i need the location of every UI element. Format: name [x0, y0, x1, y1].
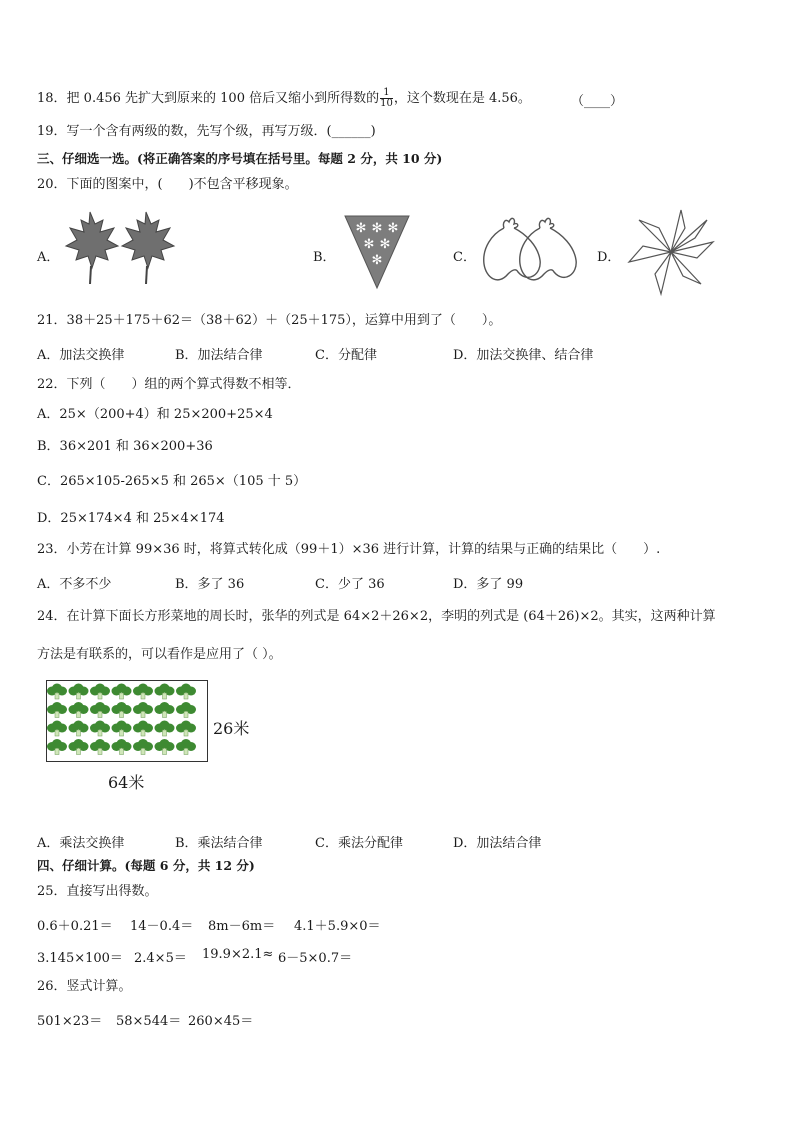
q25-item: 19.9×2.1≈ — [202, 947, 274, 962]
vegetable-icon — [112, 721, 132, 737]
q25-item: 6－5×0.7＝ — [278, 951, 353, 966]
q24-option-c[interactable]: C．乘法分配律 — [315, 836, 403, 851]
fraction-denominator: 10 — [380, 98, 393, 109]
question-23-stem: 23．小芳在计算 99×36 时，将算式转化成（99＋1）×36 进行计算，计算的结果与正确的结果比（ ）. — [37, 542, 661, 557]
q24-option-a[interactable]: A．乘法交换律 — [37, 836, 125, 851]
q23-option-c[interactable]: C．少了 36 — [315, 577, 385, 592]
vegetable-icon — [69, 721, 89, 737]
q26-item: 58×544＝ — [116, 1014, 182, 1029]
vegetable-icon — [112, 684, 132, 700]
vegetable-grid — [47, 681, 207, 761]
pinwheel-figure — [625, 206, 717, 298]
q23-option-b[interactable]: B．多了 36 — [175, 577, 245, 592]
q22-option-d[interactable]: D．25×174×4 和 25×4×174 — [37, 511, 225, 526]
vegetable-icon — [133, 721, 153, 737]
overlapping-radish-figure — [478, 212, 582, 292]
section-3-heading: 三、仔细选一选。(将正确答案的序号填在括号里。每题 2 分，共 10 分) — [37, 151, 443, 166]
q25-item: 8m－6m＝ — [208, 919, 276, 934]
q20-option-b-label[interactable]: B． — [313, 250, 336, 265]
vegetable-icon — [176, 702, 196, 718]
question-24-stem-line1: 24．在计算下面长方形菜地的周长时，张华的列式是 64×2＋26×2，李明的列式是 (64＋26)×2。其实，这两种计算 — [37, 609, 716, 624]
vegetable-icon — [90, 684, 110, 700]
q22-option-a[interactable]: A．25×（200+4）和 25×200+25×4 — [37, 407, 273, 422]
q21-option-a[interactable]: A．加法交换律 — [37, 348, 125, 363]
question-22-stem: 22．下列（ ）组的两个算式得数不相等． — [37, 377, 301, 392]
q25-item: 14－0.4＝ — [130, 919, 194, 934]
q20-option-d-label[interactable]: D． — [597, 250, 621, 265]
vegetable-icon — [47, 739, 67, 755]
snowflake-triangle-figure — [343, 214, 411, 290]
vegetable-icon — [47, 702, 67, 718]
question-25-stem: 25．直接写出得数。 — [37, 884, 158, 899]
radish-outline-icon — [484, 218, 540, 279]
vegetable-icon — [69, 702, 89, 718]
pinwheel-icon — [629, 210, 713, 294]
q25-item: 4.1＋5.9×0＝ — [294, 919, 381, 934]
q21-option-d[interactable]: D．加法交换律、结合律 — [453, 348, 594, 363]
vegetable-icon — [155, 739, 175, 755]
vegetable-icon — [69, 739, 89, 755]
vegetable-icon — [176, 721, 196, 737]
q23-option-a[interactable]: A．不多不少 — [37, 577, 112, 592]
q18-text-tail: ，这个数现在是 4.56。 — [393, 91, 531, 106]
q20-option-c-label[interactable]: C． — [453, 250, 476, 265]
q21-option-b[interactable]: B．加法结合律 — [175, 348, 263, 363]
snowflake-icon: ✻ — [363, 237, 375, 252]
q26-item: 260×45＝ — [188, 1014, 254, 1029]
vegetable-icon — [47, 684, 67, 700]
question-19: 19．写一个含有两级的数，先写个级，再写万级．(______) — [37, 124, 376, 139]
vegetable-icon — [155, 721, 175, 737]
q20-option-a-label[interactable]: A． — [37, 250, 60, 265]
snowflake-icon: ✻ — [355, 221, 367, 236]
vegetable-icon — [133, 702, 153, 718]
field-length-label: 64米 — [108, 773, 145, 792]
question-24-stem-line2: 方法是有联系的，可以看作是应用了（ ）。 — [37, 647, 282, 662]
vegetable-icon — [176, 684, 196, 700]
vegetable-icon — [155, 702, 175, 718]
vegetable-icon — [90, 702, 110, 718]
maple-leaf-icon — [122, 212, 174, 284]
field-width-label: 26米 — [213, 719, 250, 738]
fraction-numerator: 1 — [380, 88, 393, 99]
q25-item: 0.6＋0.21＝ — [37, 919, 113, 934]
vegetable-icon — [133, 739, 153, 755]
snowflake-icon: ✻ — [379, 237, 391, 252]
vegetable-field-rectangle — [46, 680, 208, 762]
maple-leaf-icon — [66, 212, 118, 284]
snowflake-icon: ✻ — [371, 253, 383, 268]
snowflake-icon: ✻ — [371, 221, 383, 236]
q23-option-d[interactable]: D．多了 99 — [453, 577, 524, 592]
vegetable-icon — [133, 684, 153, 700]
maple-leaves-figure — [60, 208, 180, 288]
q22-option-b[interactable]: B．36×201 和 36×200+36 — [37, 439, 213, 454]
question-21-stem: 21．38＋25＋175＋62＝（38＋62）＋（25＋175），运算中用到了（ ）。 — [37, 313, 502, 328]
question-18 — [37, 88, 531, 109]
vegetable-icon — [90, 739, 110, 755]
fraction — [380, 88, 393, 109]
q21-option-c[interactable]: C．分配律 — [315, 348, 377, 363]
q24-option-b[interactable]: B．乘法结合律 — [175, 836, 263, 851]
vegetable-icon — [112, 702, 132, 718]
vegetable-icon — [47, 721, 67, 737]
q18-answer-blank[interactable]: （____） — [571, 94, 624, 109]
q25-item: 2.4×5＝ — [134, 951, 187, 966]
snowflake-icon: ✻ — [387, 221, 399, 236]
q18-text: 18．把 0.456 先扩大到原来的 100 倍后又缩小到所得数的 — [37, 91, 380, 106]
radish-outline-icon — [520, 218, 576, 279]
q22-option-c[interactable]: C．265×105-265×5 和 265×（105 十 5） — [37, 474, 307, 489]
vegetable-icon — [155, 684, 175, 700]
vegetable-icon — [176, 739, 196, 755]
section-4-heading: 四、仔细计算。(每题 6 分，共 12 分) — [37, 858, 255, 873]
question-26-stem: 26．竖式计算。 — [37, 979, 132, 994]
vegetable-icon — [69, 684, 89, 700]
q25-item: 3.145×100＝ — [37, 951, 123, 966]
vegetable-icon — [112, 739, 132, 755]
vegetable-icon — [90, 721, 110, 737]
q24-option-d[interactable]: D．加法结合律 — [453, 836, 542, 851]
q26-item: 501×23＝ — [37, 1014, 103, 1029]
question-20-stem: 20．下面的图案中，( )不包含平移现象。 — [37, 177, 298, 192]
